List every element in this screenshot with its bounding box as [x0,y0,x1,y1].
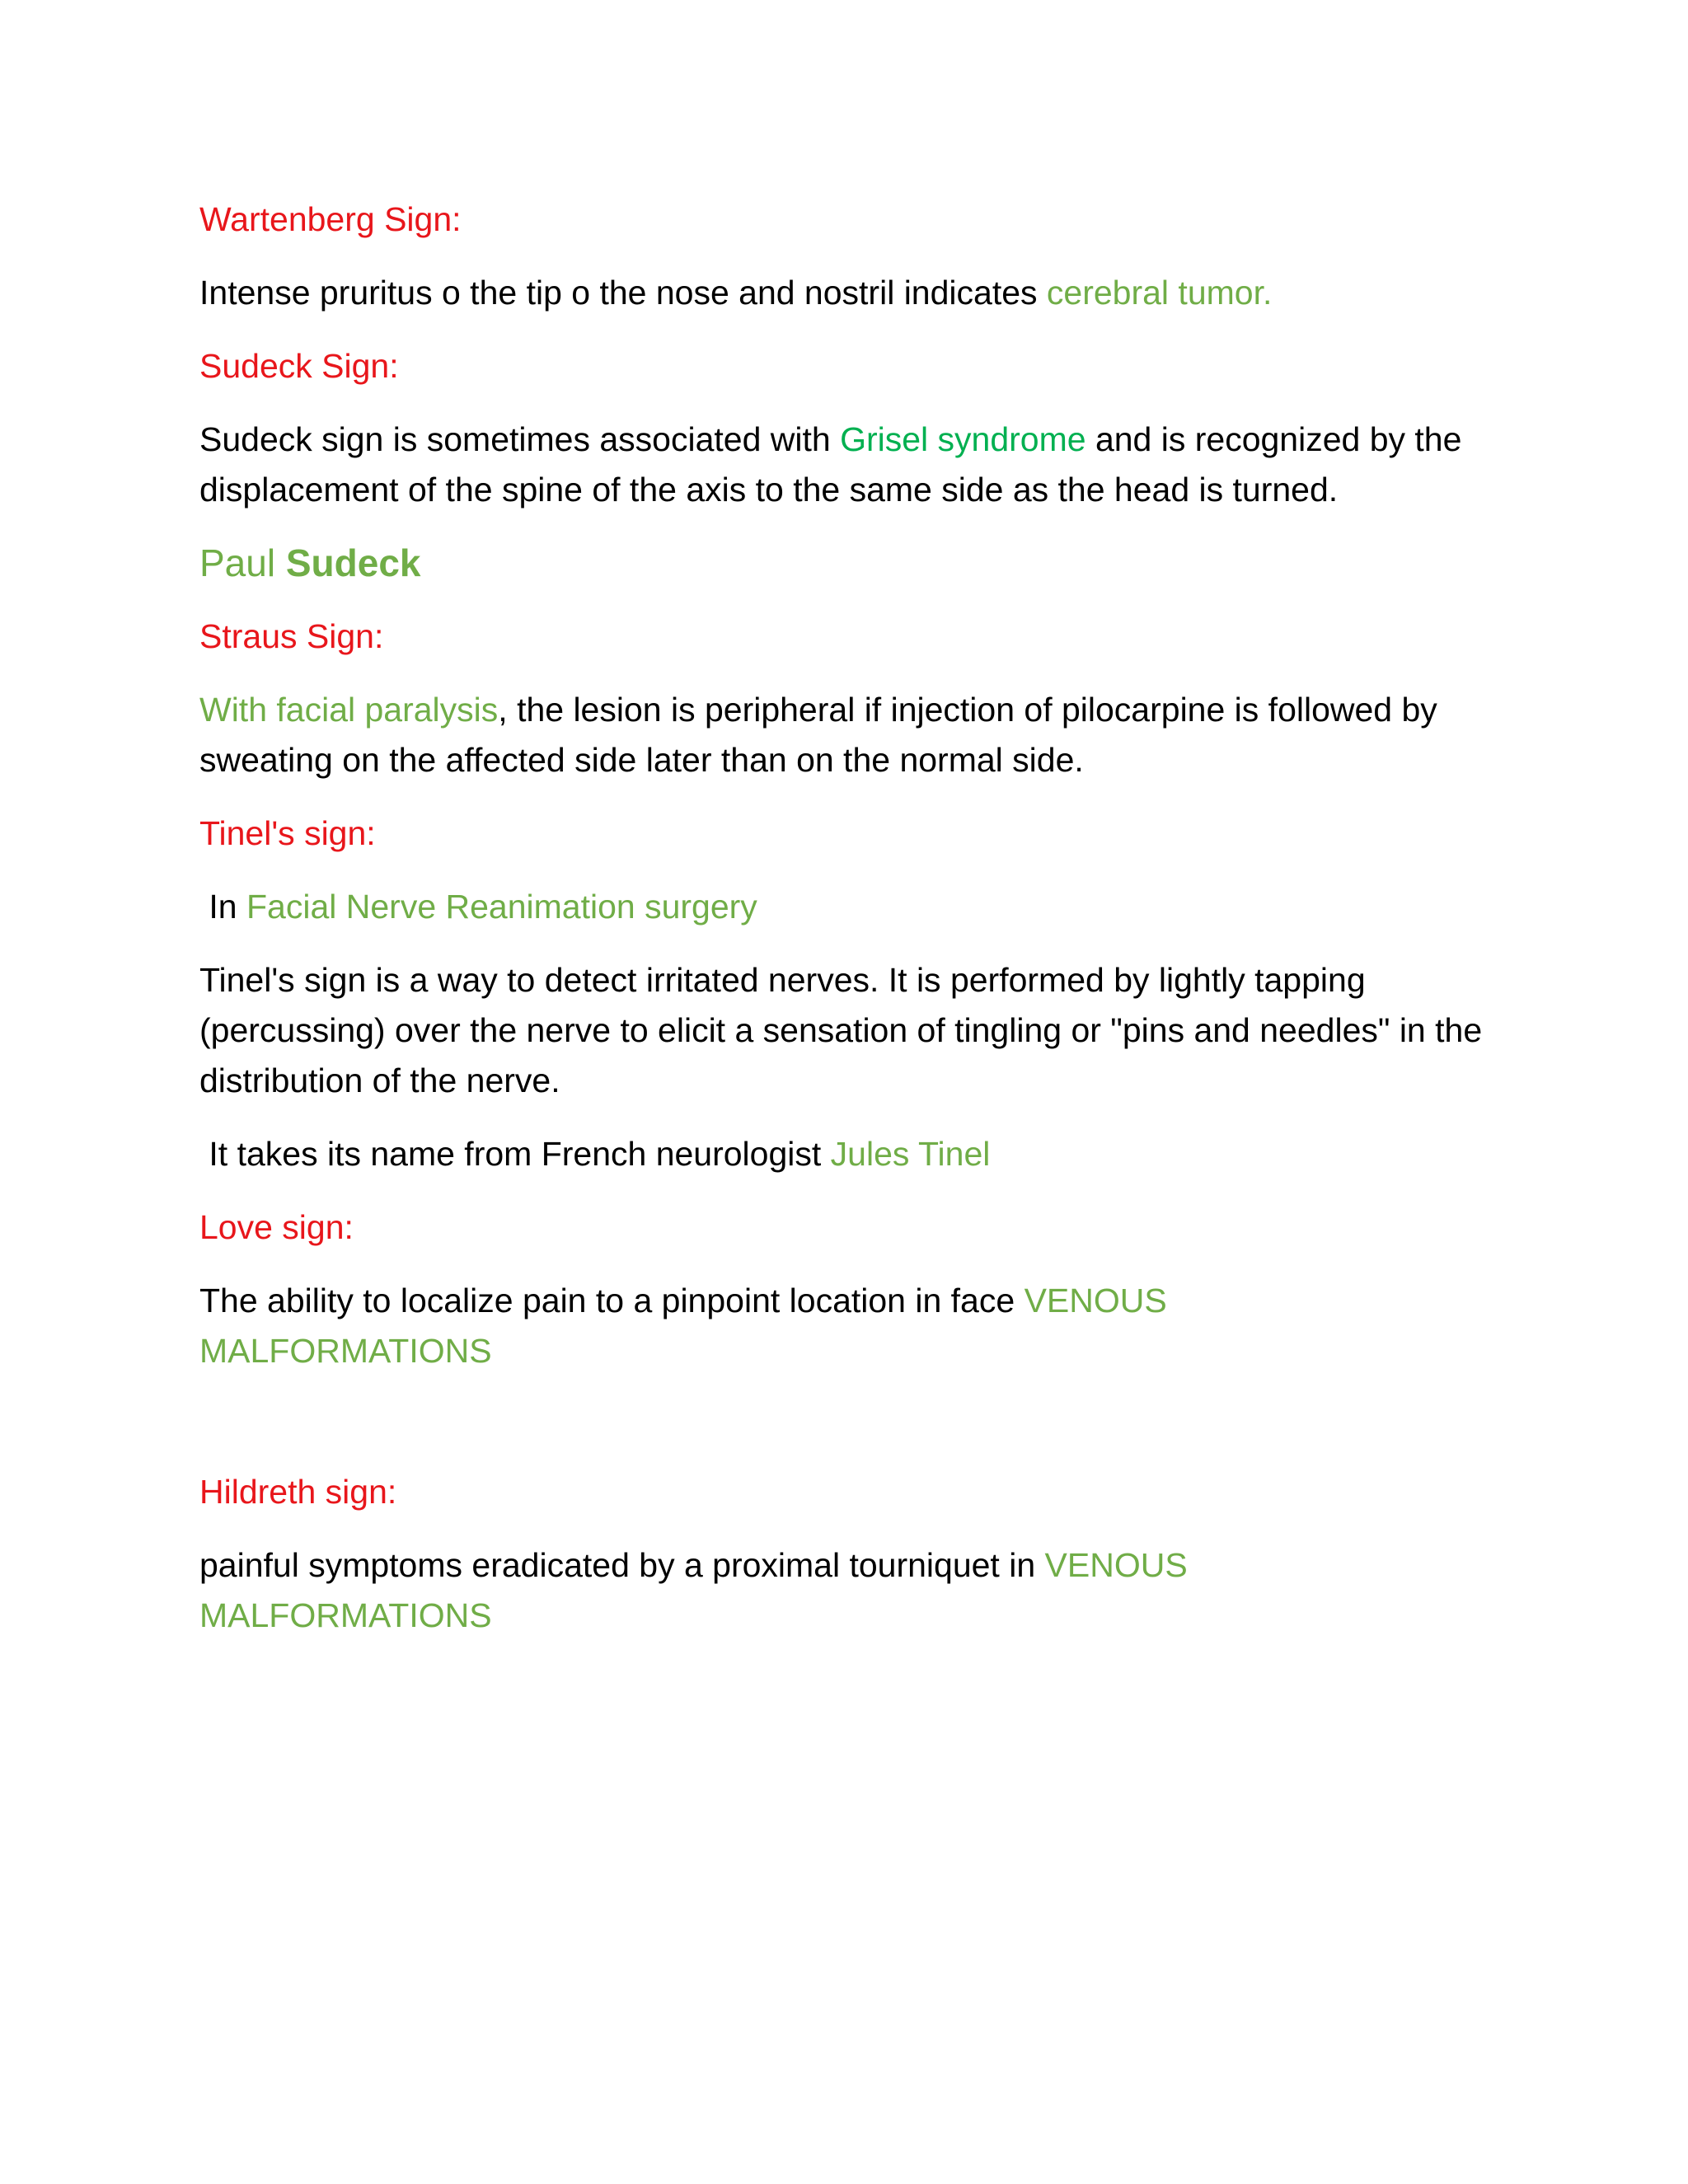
straus-heading: Straus Sign: [199,617,384,655]
tinel-name-origin [199,1129,1485,1179]
love-heading: Love sign: [199,1208,354,1246]
hildreth-highlight: VENOUS MALFORMATIONS [199,1546,1198,1634]
wartenberg-heading: Wartenberg Sign: [199,200,462,238]
hildreth-description [199,1540,1304,1641]
tinel-heading: Tinel's sign: [199,814,376,852]
sudeck-text-before: Sudeck sign is sometimes associated with [199,420,841,458]
sudeck-heading: Sudeck Sign: [199,347,399,385]
love-highlight: VENOUS MALFORMATIONS [199,1282,1177,1370]
wartenberg-highlight: cerebral tumor. [1046,274,1273,312]
sudeck-author [199,538,1485,588]
wartenberg-description [199,268,1485,318]
sudeck-description [199,415,1485,515]
document-content [199,194,1492,1664]
love-text: The ability to localize pain to a pinpoint location in face [199,1282,1025,1319]
section-spacer [199,1399,1485,1467]
tinel-intro-highlight: Facial Nerve Reanimation surgery [246,888,757,926]
tinel-name-text: It takes its name from French neurologist [199,1135,831,1173]
sudeck-author-first: Paul [199,541,286,584]
love-description [199,1276,1271,1376]
straus-text: , the lesion is peripheral if injection of pilocarpine is followed by sweating on the affected side later than on the normal side. [199,691,1447,779]
tinel-description: Tinel's sign is a way to detect irritated nerves. It is performed by lightly tapping (percussing) over the nerve to elicit a sensation of tingling or "pins and needles" in the distribution of the nerve. [199,961,1492,1099]
sudeck-author-last: Sudeck [285,541,421,584]
hildreth-text: painful symptoms eradicated by a proximal tourniquet in [199,1546,1045,1584]
tinel-intro-text: In [199,888,246,926]
tinel-intro [199,882,1485,932]
straus-description [199,685,1485,785]
hildreth-heading: Hildreth sign: [199,1473,397,1511]
tinel-name-highlight: Jules Tinel [830,1135,991,1173]
straus-highlight: With facial paralysis [199,691,499,729]
wartenberg-text: Intense pruritus o the tip o the nose and nostril indicates [199,274,1047,312]
sudeck-highlight: Grisel syndrome [840,420,1086,458]
sudeck-text-after: and is recognized by the displacement of the spine of the axis to the same side as the head is turned. [199,420,1471,509]
